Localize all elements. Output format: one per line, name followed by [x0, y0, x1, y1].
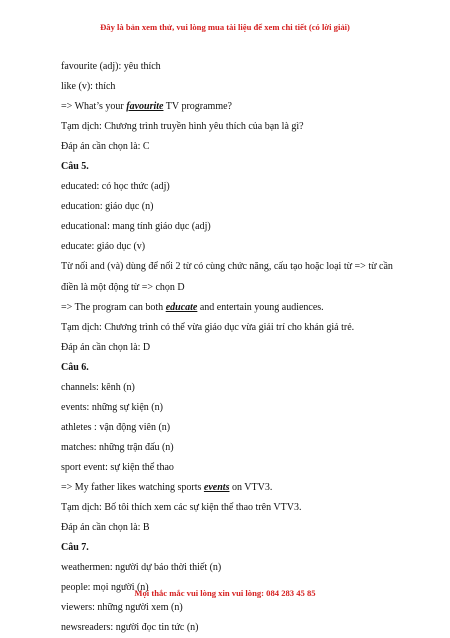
contact-footer: Mọi thắc mắc vui lòng xin vui lòng: 084 283 45 85 — [134, 588, 316, 598]
sentence-part: => The program can both — [61, 301, 166, 313]
vocab-line: matches: những trận đấu (n) — [61, 441, 174, 453]
answer-line: Đáp án cần chọn là: C — [61, 141, 150, 153]
vocab-line: favourite (adj): yêu thích — [61, 61, 161, 72]
vocab-line: events: những sự kiện (n) — [61, 401, 163, 413]
question-heading: Câu 7. — [61, 542, 89, 554]
answer-keyword: events — [203, 481, 230, 493]
example-sentence — [61, 97, 396, 117]
translation-line: Tạm dịch: Chương trình có thể vừa giáo dục vừa giải trí cho khán giả trẻ. — [61, 321, 355, 333]
explanation-paragraph: Từ nối and (và) dùng để nối 2 từ có cùng chức năng, cấu tạo hoặc loại từ => từ cần điền là một động từ => chọn D — [61, 261, 393, 293]
vocab-line: weathermen: người dự báo thời thiết (n) — [61, 562, 222, 574]
answer-keyword: favourite — [126, 101, 164, 113]
vocab-line: athletes : vận động viên (n) — [61, 421, 171, 433]
answer-keyword: educate — [165, 301, 198, 313]
vocab-line: people: mọi người (n) — [61, 582, 149, 594]
sentence-part: TV programme? — [163, 101, 232, 113]
sentence-part: => What’s your — [61, 101, 127, 113]
vocab-line: educate: giáo dục (v) — [61, 241, 146, 253]
vocab-line: newsreaders: người đọc tin tức (n) — [61, 622, 199, 634]
answer-line: Đáp án cần chọn là: B — [61, 522, 150, 534]
vocab-line: viewers: những người xem (n) — [61, 602, 183, 614]
vocab-line: educational: mang tính giáo dục (adj) — [61, 221, 211, 233]
sentence-part: and entertain young audiences. — [197, 301, 324, 313]
vocab-line: education: giáo dục (n) — [61, 201, 154, 213]
document-body — [61, 57, 396, 638]
preview-notice-header: Đây là bản xem thử, vui lòng mua tài liệu để xem chi tiết (có lời giải) — [100, 22, 350, 32]
vocab-line: educated: có học thức (adj) — [61, 181, 170, 193]
sentence-part: => My father likes watching sports — [61, 481, 204, 493]
translation-line: Tạm dịch: Chương trình truyền hình yêu thích của bạn là gì? — [61, 121, 304, 133]
question-heading: Câu 5. — [61, 161, 89, 173]
example-sentence — [61, 478, 396, 498]
translation-line: Tạm dịch: Bố tôi thích xem các sự kiện thể thao trên VTV3. — [61, 502, 302, 514]
vocab-line: like (v): thích — [61, 81, 116, 93]
sentence-part: on VTV3. — [229, 481, 273, 493]
example-sentence — [61, 298, 396, 318]
vocab-line: channels: kênh (n) — [61, 381, 135, 393]
vocab-line: sport event: sự kiện thể thao — [61, 461, 174, 473]
question-heading: Câu 6. — [61, 361, 89, 373]
answer-line: Đáp án cần chọn là: D — [61, 341, 151, 353]
